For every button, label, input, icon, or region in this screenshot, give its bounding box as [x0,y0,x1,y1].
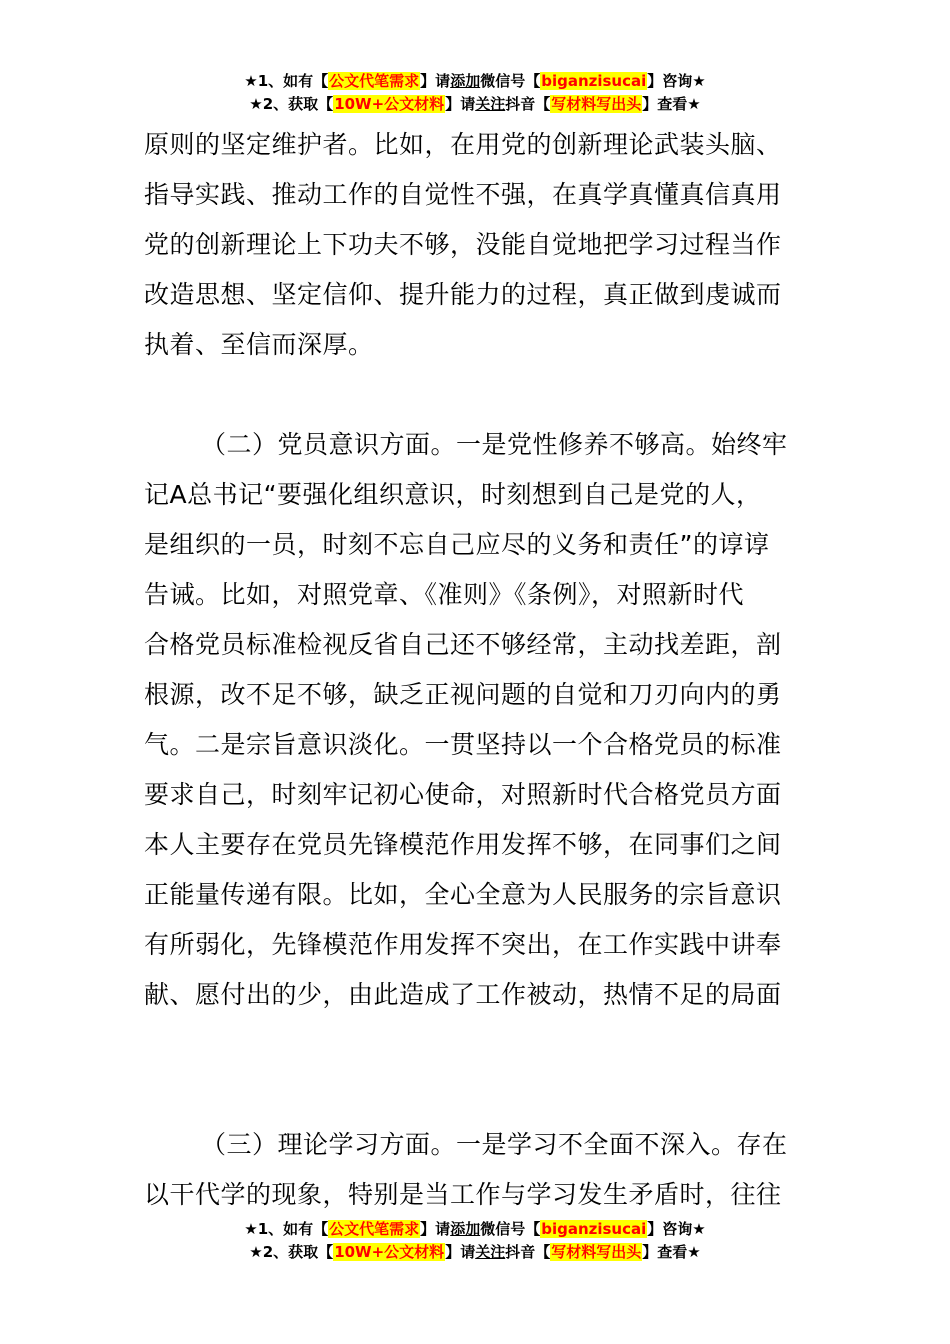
banner-line-2: ★2、获取【10W+公文材料】请关注抖音【写材料写出头】查看★ [249,95,701,113]
banner-highlight: 公文代笔需求 [329,1220,420,1238]
banner-highlight: 公文代笔需求 [329,72,420,90]
text-line: 本人主要存在党员先锋模范作用发挥不够，在同事们之间 [144,830,782,859]
text-line: （三）理论学习方面。一是学习不全面不深入。存在 [201,1130,788,1159]
text-line: 有所弱化，先锋模范作用发挥不突出，在工作实践中讲奉 [144,930,782,959]
text-line: 原则的坚定维护者。比如，在用党的创新理论武装头脑、 [144,130,782,159]
text-line: 是组织的一员，时刻不忘自己应尽的义务和责任”的谆谆 [144,530,770,559]
paragraph-1 [144,120,810,370]
banner-highlight: 10W+公文材料 [334,1243,445,1261]
banner-line-1: ★1、如有【公文代笔需求】请添加微信号【biganzisucai】咨询★ [244,1220,706,1238]
text-line: 献、愿付出的少，由此造成了工作被动，热情不足的局面 [144,980,782,1009]
banner-highlight: 写材料写出头 [551,95,642,113]
text-line: 告诫。比如，对照党章、《准则》《条例》，对照新时代 [144,580,745,609]
text-line: 正能量传递有限。比如，全心全意为人民服务的宗旨意识 [144,880,782,909]
text-line: 记A总书记“要强化组织意识，时刻想到自己是党的人， [144,480,762,509]
banner-line-1: ★1、如有【公文代笔需求】请添加微信号【biganzisucai】咨询★ [244,72,706,90]
text-line: 党的创新理论上下功夫不够，没能自觉地把学习过程当作 [144,230,782,259]
header-banner [0,70,950,116]
banner-line-2: ★2、获取【10W+公文材料】请关注抖音【写材料写出头】查看★ [249,1243,701,1261]
footer-banner [0,1218,950,1264]
text-line: 根源，改不足不够，缺乏正视问题的自觉和刀刃向内的勇 [144,680,782,709]
text-line: 以干代学的现象，特别是当工作与学习发生矛盾时，往往 [144,1180,782,1209]
text-line: 执着、至信而深厚。 [144,330,374,359]
text-line: 改造思想、坚定信仰、提升能力的过程，真正做到虔诚而 [144,280,782,309]
text-line: 要求自己，时刻牢记初心使命，对照新时代合格党员方面 [144,780,782,809]
text-line: 指导实践、推动工作的自觉性不强，在真学真懂真信真用 [144,180,782,209]
banner-highlight: 10W+公文材料 [334,95,445,113]
document-body [144,120,810,1220]
text-line: 合格党员标准检视反省自己还不够经常，主动找差距，剖 [144,630,782,659]
paragraph-3 [144,1120,810,1220]
banner-highlight: biganzisucai [541,72,647,90]
banner-highlight: biganzisucai [541,1220,647,1238]
paragraph-2 [144,420,810,1020]
text-line: （二）党员意识方面。一是党性修养不够高。始终牢 [201,430,788,459]
banner-highlight: 写材料写出头 [551,1243,642,1261]
text-line: 气。二是宗旨意识淡化。一贯坚持以一个合格党员的标准 [144,730,782,759]
